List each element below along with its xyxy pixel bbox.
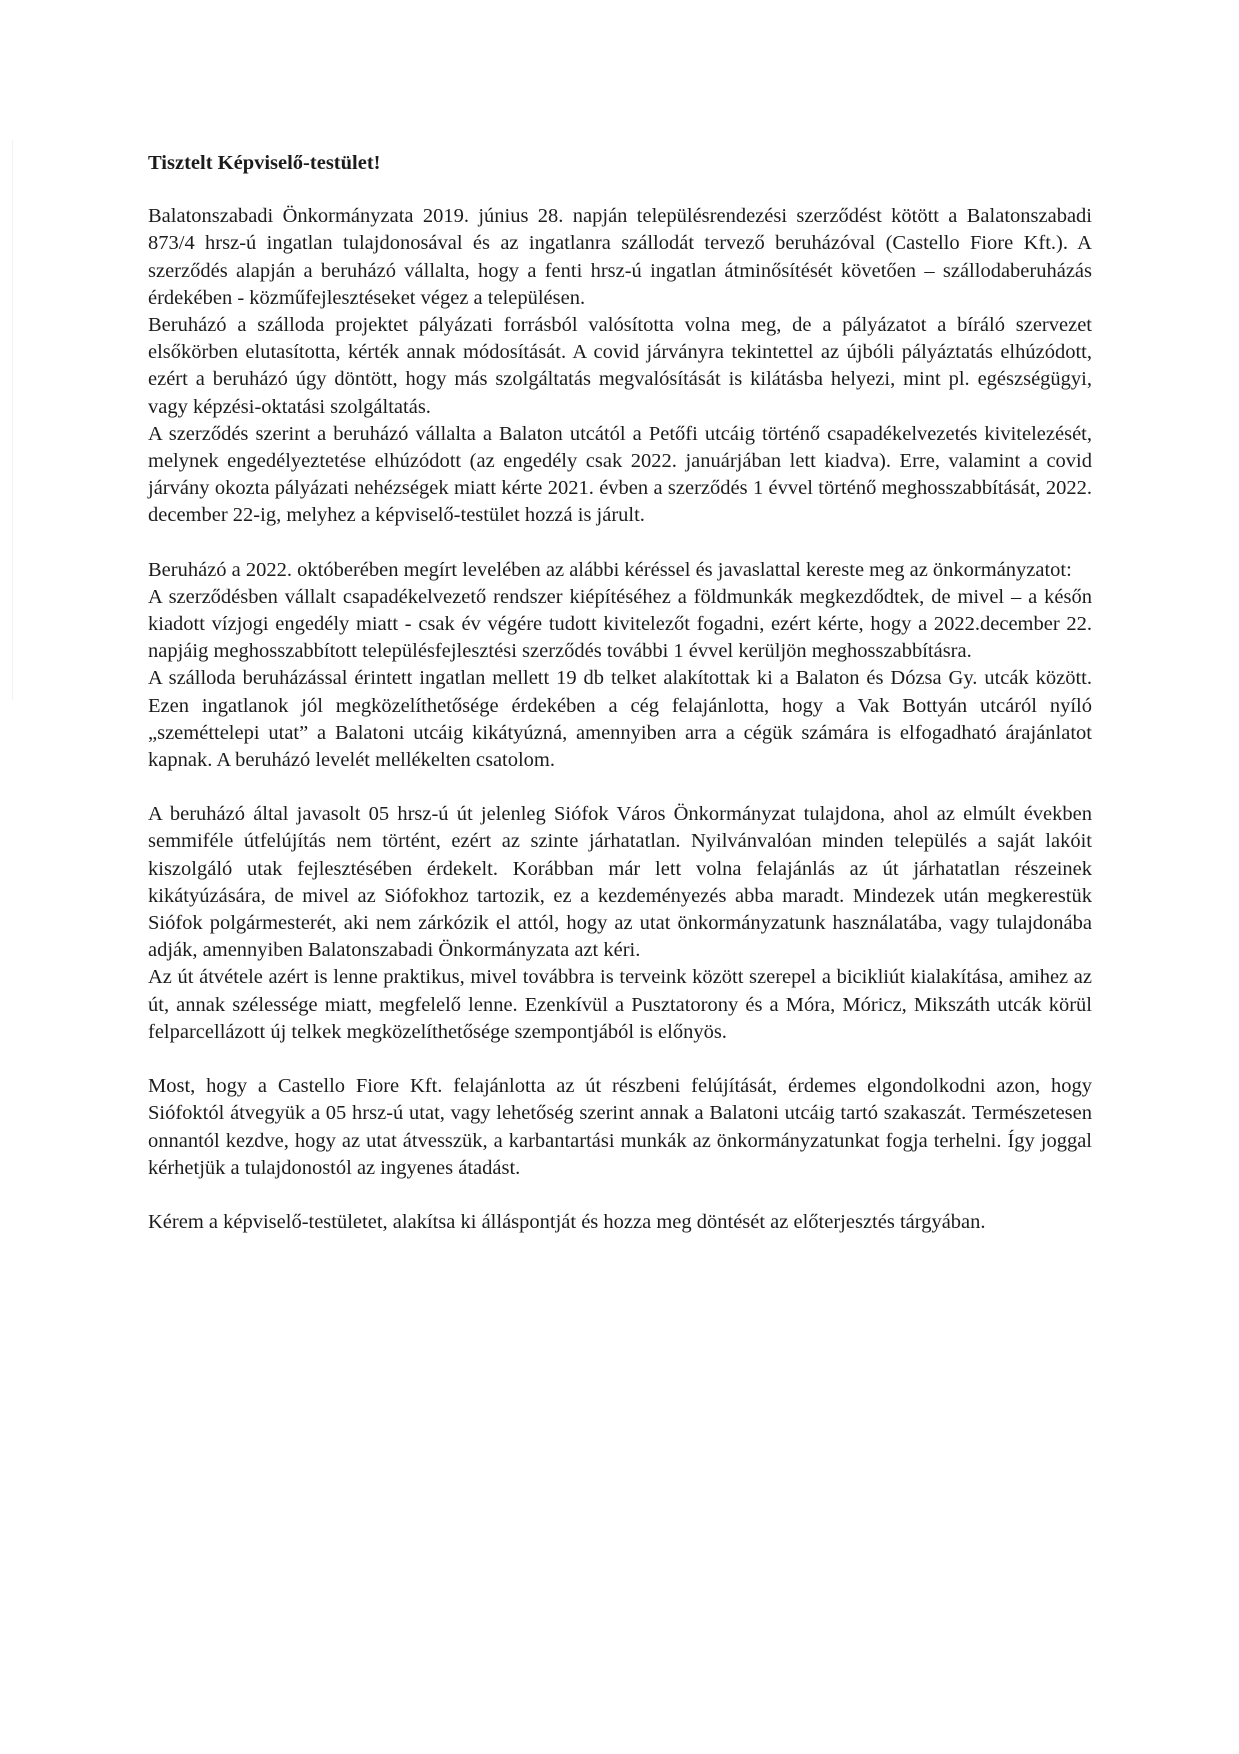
section-proposal [148,1073,1092,1182]
paragraph-gap [148,530,1092,557]
section-closing [148,1209,1092,1236]
paragraph-proposal: Most, hogy a Castello Fiore Kft. felajánlotta az út részbeni felújítását, érdemes elgondolkodni azon, hogy Siófoktól átvegyük a 05 hrsz-ú utat, vagy lehetőség szerint annak a Balatoni utcáig tartó szakaszát. Természetesen onnantól kezdve, hogy az utat átvesszük, a karbantartási munkák az önkormányzatunkat fogja terhelni. Így joggal kérhetjük a tulajdonostól az ingyenes átadást. [148,1075,1092,1179]
paragraph-extension-request: A szerződésben vállalt csapadékelvezető rendszer kiépítéséhez a földmunkák megkezdődtek, de mivel – a későn kiadott vízjogi engedély miatt - csak év végére tudott kivitelezőt fogadni, ezért kérte, hogy a 2022.december 22. napjáig meghosszabbított településfejlesztési szerződés további 1 évvel kerüljön meghosszabbításra. [148,585,1092,663]
paragraph-gap [148,1046,1092,1073]
paragraph-road-benefits: Az út átvétele azért is lenne praktikus, mivel továbbra is terveink között szerepel a bicikliút kialakítása, amihez az út, annak szélessége miatt, megfelelő lenne. Ezenkívül a Pusztatorony és a Móra, Móricz, Mikszáth utcák körül felparcellázott új telkek megközelíthetősége szempontjából is előnyös. [148,966,1092,1043]
paragraph-drainage: A szerződés szerint a beruházó vállalta a Balaton utcától a Petőfi utcáig történő csapadékelvezetés kivitelezését, melynek engedélyeztetése elhúzódott (az engedély csak 2022. januárjában lett kiadva). Erre, valamint a covid járvány okozta pályázati nehézségek miatt kérte 2021. évben a szerződés 1 évvel történő meghosszabbítását, 2022. december 22-ig, melyhez a képviselő-testület hozzá is járult. [148,422,1092,527]
paragraph-road-offer: A szálloda beruházással érintett ingatlan mellett 19 db telket alakítottak ki a Balaton és Dózsa Gy. utcák között. Ezen ingatlanok jól megközelíthetősége érdekében a cég felajánlotta, hogy a Vak Bottyán utcáról nyíló „szeméttelepi utat” a Balatoni utcáig kikátyúzná, amennyiben arra a cégük számára is elfogadható árajánlatot kapnak. A beruházó levelét mellékelten csatolom. [148,667,1092,772]
paragraph-project-funding: Beruházó a szálloda projektet pályázati forrásból valósította volna meg, de a pályázatot a bíráló szervezet elsőkörben elutasította, kérték annak módosítását. A covid járványra tekintettel az újbóli pályáztatás elhúzódott, ezért a beruházó úgy döntött, hogy más szolgáltatás megvalósítását is kilátásba helyezi, mint pl. egészségügyi, vagy képzési-oktatási szolgáltatás. [148,314,1092,418]
salutation-heading: Tisztelt Képviselő-testület! [148,152,381,174]
scan-edge-artifact [12,140,13,700]
paragraph-road-status: A beruházó által javasolt 05 hrsz-ú út jelenleg Siófok Város Önkormányzat tulajdona, ahol az elmúlt években semmiféle útfelújítás nem történt, ezért az szinte járhatatlan. Nyilvánvalóan minden település a saját lakóit kiszolgáló utak fejlesztésében érdekelt. Korábban már lett volna felajánlás az út járhatatlan részeinek kikátyúzására, de mivel az Siófokhoz tartozik, ez a kezdeményezés abba maradt. Mindezek után megkerestük Siófok polgármesterét, aki nem zárkózik el attól, hogy az utat önkormányzatunk használatába, vagy tulajdonába adják, amennyiben Balatonszabadi Önkormányzata azt kéri. [148,803,1092,962]
paragraph-letter-intro: Beruházó a 2022. októberében megírt levelében az alábbi kéréssel és javaslattal kereste meg az önkormányzatot: [148,558,1072,581]
section-investor-request [148,557,1092,775]
paragraph-gap [148,774,1092,801]
document-page [148,150,1092,1236]
section-road-ownership [148,801,1092,1046]
paragraph-closing-request: Kérem a képviselő-testületet, alakítsa ki álláspontját és hozza meg döntését az előterjesztés tárgyában. [148,1210,986,1233]
paragraph-contract: Balatonszabadi Önkormányzata 2019. június 28. napján településrendezési szerződést kötött a Balatonszabadi 873/4 hrsz-ú ingatlan tulajdonosával és az ingatlanra szállodát tervező beruházóval (Castello Fiore Kft.). A szerződés alapján a beruházó vállalta, hogy a fenti hrsz-ú ingatlan átminősítését követően – szállodaberuházás érdekében - közműfejlesztéseket végez a településen. [148,205,1092,309]
section-background [148,203,1092,529]
paragraph-gap [148,1182,1092,1209]
